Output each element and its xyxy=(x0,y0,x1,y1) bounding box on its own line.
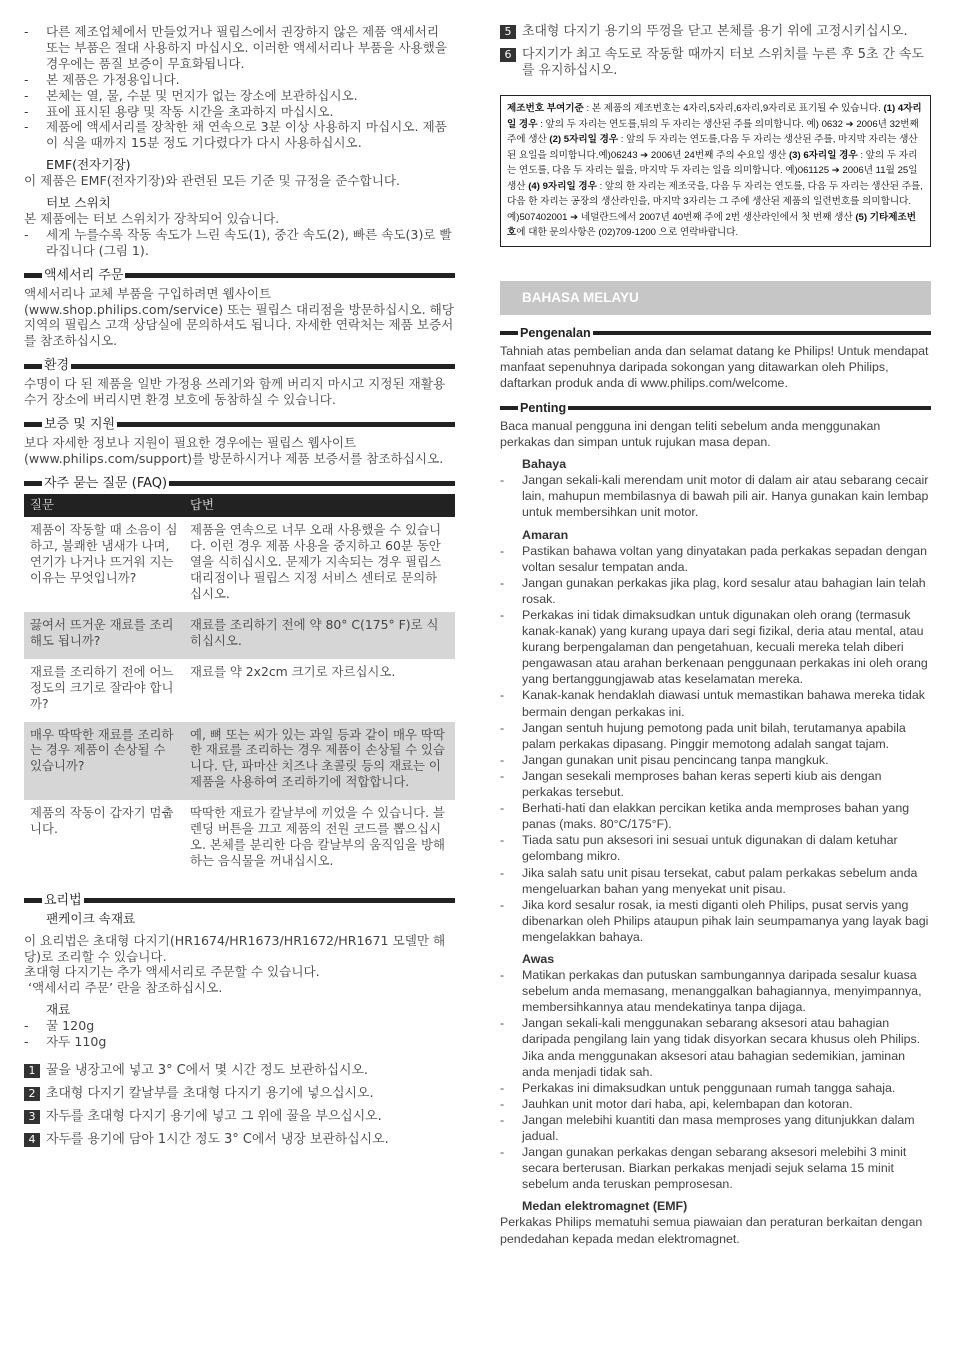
intro-text: Tahniah atas pembelian anda dan selamat datang ke Philips! Untuk mendapat manfaat sepenuhnya daripada sokongan yang ditawarkan oleh Philips, daftarkan produk anda di www.philips.com/welcome. xyxy=(500,343,929,390)
support-text: 보다 자세한 정보나 지원이 필요한 경우에는 필립스 웹사이트 (www.philips.com/support)를 방문하시거나 제품 보증서를 참조하십시오. xyxy=(24,434,444,466)
list-item: - 세게 누를수록 작동 속도가 느린 속도(1), 중간 속도(2), 빠른 속도(3)로 빨라집니다 (그림 1). xyxy=(24,227,455,259)
recipe-step xyxy=(500,24,931,40)
safety-list xyxy=(24,24,455,151)
section-title: Penting xyxy=(520,400,567,415)
list-item: - 다른 제조업체에서 만들었거나 필립스에서 권장하지 않은 제품 액세서리 또는 부품은 절대 사용하지 마십시오. 이러한 액세서리나 부품을 사용했을 경우에는 품질 보증이 무효화됩니다. xyxy=(24,24,455,72)
step-number: 4 xyxy=(24,1133,40,1147)
step-number: 6 xyxy=(500,48,516,62)
accessories-text: 액세서리나 교체 부품을 구입하려면 웹사이트 (www.shop.philips.com/service) 또는 필립스 대리점을 방문하십시오. 해당 지역의 필립스 고객 상담실에 문의하셔도 됩니다. 자세한 연락처는 제품 보증서를 참조하십시오. xyxy=(24,285,454,349)
list-item: - 제품에 액세서리를 장착한 채 연속으로 3분 이상 사용하지 마십시오. 제품이 식을 때까지 15분 정도 기다렸다가 다시 사용하십시오. xyxy=(24,119,455,151)
emf-text: 이 제품은 EMF(전자기장)와 관련된 모든 기준 및 규정을 준수합니다. xyxy=(24,173,401,189)
recipe-text: 이 요리법은 초대형 다지기(HR1674/HR1673/HR1672/HR1671 모델만 해당)로 조리할 수 있습니다. xyxy=(24,932,446,964)
faq-table xyxy=(24,494,455,879)
recipe-step xyxy=(24,1063,455,1079)
caution-title: Awas xyxy=(522,951,555,966)
faq-question: 끓여서 뜨거운 재료를 조리해도 됩니까? xyxy=(24,612,184,659)
list-item: - Jangan sentuh hujung pemotong pada unit bilah, terutamanya apabila palam perkakas dipasang. Pinggir memotong adalah sangat tajam. xyxy=(500,720,931,752)
step-text: 꿀을 냉장고에 넣고 3° C에서 몇 시간 정도 보관하십시오. xyxy=(46,1062,369,1078)
section-title: Pengenalan xyxy=(520,325,591,340)
step-text: 다지기가 최고 속도로 작동할 때까지 터보 스위치를 누른 후 5초 간 속도를 유지하십시오. xyxy=(522,47,924,78)
faq-question: 재료를 조리하기 전에 어느 정도의 크기로 잘라야 합니까? xyxy=(30,663,174,711)
faq-answer: 딱딱한 재료가 칼날부에 끼었을 수 있습니다. 블렌딩 버튼을 끄고 제품의 전원 코드를 뽑으십시오. 본체를 분리한 다음 칼날부의 움직임을 방해하는 음식물을 꺼내십시오. xyxy=(190,805,445,868)
warning-list xyxy=(500,543,931,945)
recipe-text: ‘액세서리 주문’ 란을 참조하십시오. xyxy=(28,980,223,996)
step-number: 5 xyxy=(500,25,516,39)
table-row xyxy=(24,722,455,801)
list-item: - Jangan gunakan perkakas jika plag, kord sesalur atau bahagian lain telah rosak. xyxy=(500,575,931,607)
list-item: - Perkakas ini dimaksudkan untuk penggunaan rumah tangga sahaja. xyxy=(500,1080,931,1096)
list-item: - Tiada satu pun aksesori ini sesuai untuk digunakan di dalam ketuhar gelombang mikro. xyxy=(500,832,931,864)
list-item: - Jangan gunakan unit pisau pencincang tanpa mangkuk. xyxy=(500,752,931,768)
list-item: - 본체는 열, 물, 수분 및 먼지가 없는 장소에 보관하십시오. xyxy=(24,88,455,104)
list-item: - Pastikan bahawa voltan yang dinyatakan pada perkakas sepadan dengan voltan sesalur tempatan anda. xyxy=(500,543,931,575)
section-title: 요리법 xyxy=(44,892,82,908)
list-item: - 자두 110g xyxy=(24,1034,455,1050)
faq-answer: 예, 뼈 또는 씨가 있는 과일 등과 같이 매우 딱딱한 재료를 조리하는 경우 제품이 손상될 수 있습니다. 단, 파마산 치즈나 초콜릿 등의 재료는 이 제품을 사용하여 조리하기에 적합합니다. xyxy=(184,722,455,801)
section-heading-support xyxy=(24,417,455,433)
caution-list xyxy=(500,967,931,1192)
faq-answer: 재료를 조리하기 전에 약 80° C(175° F)로 식히십시오. xyxy=(184,612,455,659)
table-row xyxy=(24,612,455,659)
turbo-text: 본 제품에는 터보 스위치가 장착되어 있습니다. xyxy=(24,210,280,226)
list-item: - Jangan gunakan perkakas dengan sebarang aksesori melebihi 3 minit secara berterusan. Biarkan perkakas menjadi sejuk selama 15 minit sebelum anda teruskan pemprosesan. xyxy=(500,1144,931,1192)
faq-answer: 재료를 약 2x2cm 크기로 자르십시오. xyxy=(190,663,396,679)
faq-column-answer: 답변 xyxy=(184,494,455,518)
turbo-list xyxy=(24,227,455,259)
list-item: - Jangan sesekali memproses bahan keras seperti kiub ais dengan perkakas tersebut. xyxy=(500,768,931,800)
list-item: - Perkakas ini tidak dimaksudkan untuk digunakan oleh orang (termasuk kanak-kanak) yang kurang upaya dari segi fizikal, deria atau mental, atau kurang berpengalaman dan pengetahuan, kecuali mereka telah diberi pengawasan atau arahan berkenaan penggunaan perkakas ini oleh orang yang bertanggungjawab atas keselamatan mereka. xyxy=(500,607,931,687)
important-text: Baca manual pengguna ini dengan teliti sebelum anda menggunakan perkakas dan simpan untuk rujukan masa depan. xyxy=(500,418,881,450)
recipe-step xyxy=(24,1086,455,1102)
list-item: - Jika kord sesalur rosak, ia mesti diganti oleh Philips, pusat servis yang dibenarkan oleh Philips ataupun pihak lain seumpamanya yang layak bagi mengelakkan bahaya. xyxy=(500,897,931,945)
section-heading-recipe xyxy=(24,893,455,909)
step-text: 자두를 초대형 다지기 용기에 넣고 그 위에 꿀을 부으십시오. xyxy=(46,1108,382,1124)
faq-header-row xyxy=(24,494,455,518)
faq-column-question: 질문 xyxy=(24,494,184,518)
emf-title: EMF(전자기장) xyxy=(46,157,131,173)
step-number: 2 xyxy=(24,1087,40,1101)
step-number: 3 xyxy=(24,1110,40,1124)
ingredients-list xyxy=(24,1018,455,1050)
danger-list xyxy=(500,472,931,520)
step-text: 초대형 다지기 칼날부를 초대형 다지기 용기에 넣으십시오. xyxy=(46,1085,374,1101)
list-item: - Kanak-kanak hendaklah diawasi untuk memastikan bahawa mereka tidak bermain dengan perkakas ini. xyxy=(500,687,931,719)
list-item: - 본 제품은 가정용입니다. xyxy=(24,72,455,88)
section-title: 액세서리 주문 xyxy=(44,267,124,283)
environment-text: 수명이 다 된 제품을 일반 가정용 쓰레기와 함께 버리지 마시고 지정된 재활용 수거 장소에 버리시면 환경 보호에 동참하실 수 있습니다. xyxy=(24,376,446,408)
step-text: 초대형 다지기 용기의 뚜껑을 닫고 본체를 용기 위에 고정시키십시오. xyxy=(522,24,908,39)
recipe-subtitle: 팬케이크 속재료 xyxy=(46,910,136,926)
turbo-title: 터보 스위치 xyxy=(46,195,111,211)
emf-title: Medan elektromagnet (EMF) xyxy=(522,1199,688,1214)
section-heading-environment xyxy=(24,358,455,374)
serial-number-note: 제조번호 부여기준 : 본 제품의 제조번호는 4자리,5자리,6자리,9자리로 표기될 수 있습니다. (1) 4자리일 경우 : 앞의 두 자리는 연도를,뒤의 두 자리는 생산된 주를 의미합니다. 예) 0632 ➔ 2006년 32번째 주에 생산 (2) 5자리일 경우 : 앞의 두 자리는 연도를,다음 두 자리는 생산된 주를, 마지막 자리는 생산된 요일을 의미합니다.예)06243 ➔ 2006년 24번째 주의 수요일 생산 (3) 6자리일 경우 : 앞의 두 자리는 연도를, 다음 두 자리는 월을, 마지막 두 자리는 일을 의미합니다. 예)061125 ➔ 2006년 11월 25일 생산 (4) 9자리일 경우 : 앞의 한 자리는 제조국을, 다음 두 자리는 연도를, 다음 두 자리는 생산된 주를, 다음 한 자리는 공장의 생산라인을, 마지막 3자리는 그 주에 생산된 제품의 일련번호를 의미합니다. 예)507402001 ➔ 네덜란드에서 2007년 40번째 주에 2번 생산라인에서 첫 번째 생산 (5) 기타제조번호에 대한 문의사항은 (02)709-1200 으로 연락바랍니다. xyxy=(500,95,931,247)
recipe-step xyxy=(24,1109,455,1125)
section-heading-important xyxy=(500,400,931,416)
step-number: 1 xyxy=(24,1064,40,1078)
recipe-step xyxy=(24,1132,455,1148)
section-heading-accessories xyxy=(24,268,455,284)
section-heading-faq xyxy=(24,476,455,492)
danger-title: Bahaya xyxy=(522,457,567,472)
list-item: - Berhati-hati dan elakkan percikan ketika anda memproses bahan yang panas (maks. 80°C/175°F). xyxy=(500,800,931,832)
section-title: 자주 묻는 질문 (FAQ) xyxy=(44,475,168,491)
table-row xyxy=(24,800,455,879)
table-row xyxy=(24,517,455,612)
faq-answer: 제품을 연속으로 너무 오래 사용했을 수 있습니다. 이런 경우 제품 사용을 중지하고 60분 동안 열을 식히십시오. 문제가 지속되는 경우 필립스 대리점이나 필립스 지정 서비스 센터로 문의하십시오. xyxy=(190,522,442,602)
list-item: - Jangan sekali-kali menggunakan sebarang aksesori atau bahagian daripada pengilang lain yang tidak disyorkan secara khusus oleh Philips. Jika anda menggunakan aksesori atau bahagian sedemikian, jaminan anda menjadi tidak sah. xyxy=(500,1015,931,1079)
table-row xyxy=(24,659,455,722)
list-item: - Matikan perkakas dan putuskan sambungannya daripada sesalur kuasa sebelum anda memasang, menanggalkan bahagiannya, menyimpannya, membersihkannya atau mendekatinya tanpa dijaga. xyxy=(500,967,931,1015)
section-title: 환경 xyxy=(44,358,70,374)
list-item: - Jangan melebihi kuantiti dan masa memproses yang ditunjukkan dalam jadual. xyxy=(500,1112,931,1144)
language-header: BAHASA MELAYU xyxy=(500,281,931,315)
list-item: - Jauhkan unit motor dari haba, api, kelembapan dan kotoran. xyxy=(500,1096,931,1112)
list-item: - 표에 표시된 용량 및 작동 시간을 초과하지 마십시오. xyxy=(24,104,455,120)
right-column xyxy=(500,24,931,1247)
list-item: - Jangan sekali-kali merendam unit motor di dalam air atau sebarang cecair lain, mahupun membilasnya di bawah pili air. Hanya gunakan kain lembap untuk membersihkan unit motor. xyxy=(500,472,931,520)
faq-question: 제품이 작동할 때 소음이 심하고, 불쾌한 냄새가 나며, 연기가 나거나 뜨거워 지는 이유는 무엇입니까? xyxy=(30,522,178,586)
faq-question: 매우 딱딱한 재료를 조리하는 경우 제품이 손상될 수 있습니까? xyxy=(24,722,184,801)
emf-text: Perkakas Philips mematuhi semua piawaian dan peraturan berkaitan dengan pendedahan kepada medan elektromagnet. xyxy=(500,1215,923,1246)
section-heading-intro xyxy=(500,325,931,341)
warning-title: Amaran xyxy=(522,527,569,542)
left-column xyxy=(24,24,455,1148)
section-title: 보증 및 지원 xyxy=(44,416,116,432)
list-item: - Jika salah satu unit pisau tersekat, cabut palam perkakas sebelum anda mengeluarkan bahan yang menyekat unit pisau. xyxy=(500,865,931,897)
list-item: - 꿀 120g xyxy=(24,1018,455,1034)
recipe-step xyxy=(500,47,931,79)
recipe-text: 초대형 다지기는 추가 액세서리로 주문할 수 있습니다. xyxy=(24,964,320,980)
faq-question: 제품의 작동이 갑자기 멈춥니다. xyxy=(30,805,174,837)
step-text: 자두를 용기에 담아 1시간 정도 3° C에서 냉장 보관하십시오. xyxy=(46,1131,389,1147)
ingredients-title: 재료 xyxy=(46,1002,71,1018)
